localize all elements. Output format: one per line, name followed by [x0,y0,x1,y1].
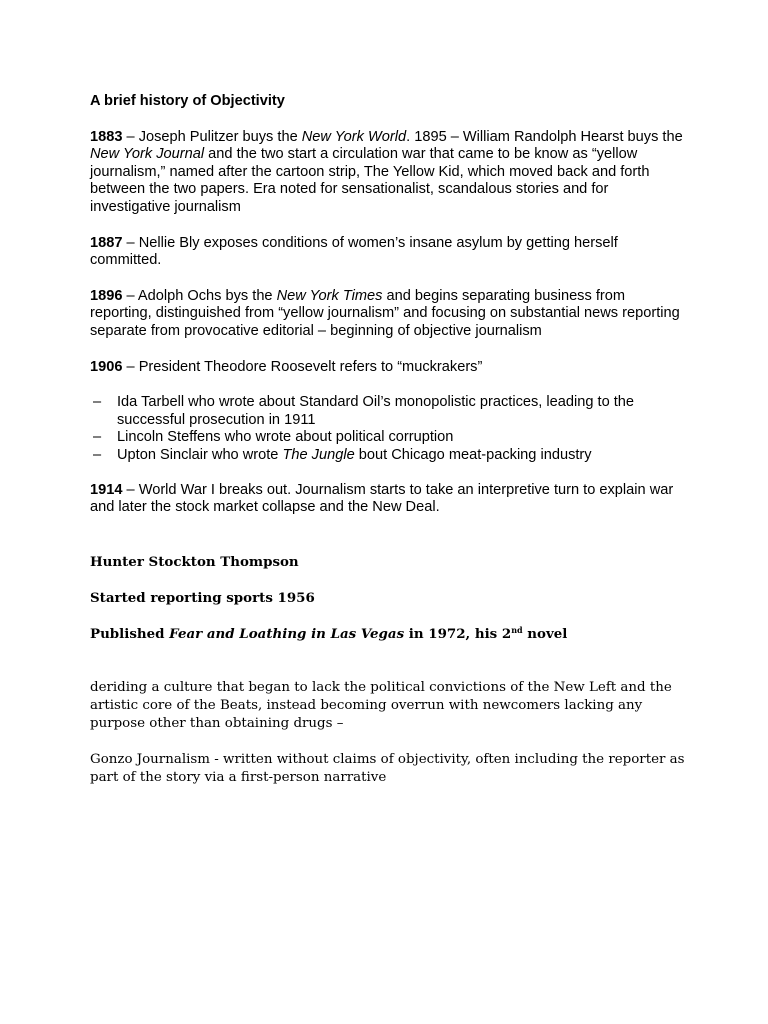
list-item [90,394,690,429]
timeline-entry [90,129,690,217]
dash-bullet: – [93,446,102,463]
deriding-paragraph: deriding a culture that began to lack the political convictions of the New Left and the artistic core of the Beats, instead becoming overrun with newcomers lacking any purpose other than obtaining drugs – [90,679,672,731]
dash-bullet: – [93,394,102,411]
thompson-heading: Hunter Stockton Thompson [90,553,299,570]
text-run: – Nellie Bly exposes conditions of women’s insane asylum by getting herself committed. [90,234,618,269]
sports-line: Started reporting sports 1956 [90,589,315,606]
year-label: 1914 [90,481,123,498]
year-label: 1906 [90,358,123,375]
italic-title: New York Journal [90,146,205,163]
italic-title: New York Times [276,287,383,304]
text-run: and begins separating business from reporting, distinguished from “yellow journalism” and focusing on substantial news reporting separate from provocative editorial – beginning of objective journalism [90,287,680,339]
italic-title: The Jungle [282,446,355,463]
published-line [90,625,690,643]
timeline-entry [90,235,690,270]
text-run: and the two start a circulation war that came to be know as “yellow journalism,” named after the cartoon strip, The Yellow Kid, which moved back and forth between the two papers. Era noted for sensationalist, scandalous stories and for investigative journalism [90,146,650,215]
book-title: Fear and Loathing in Las Vegas [169,625,405,642]
italic-title: New York World [301,128,407,145]
timeline-entry-1914 [90,482,690,517]
text-run: Upton Sinclair who wrote [117,446,283,463]
document-title: A brief history of Objectivity [90,93,285,109]
text-run: – Adolph Ochs bys the [122,287,277,304]
list-item [90,429,690,447]
muckrakers-list [90,394,690,464]
ordinal-suffix: nd [511,624,523,635]
text-run: bout Chicago meat-packing industry [354,446,592,463]
published-prefix: Published [90,625,170,642]
year-label: 1887 [90,234,123,251]
timeline-entry [90,359,690,377]
year-label: 1896 [90,287,123,304]
thompson-section [90,553,690,787]
text-run: . 1895 – William Randolph Hearst buys the [406,128,683,145]
gonzo-paragraph: Gonzo Journalism - written without claims of objectivity, often including the reporter as part of the story via a first-person narrative [90,751,685,785]
timeline-entry [90,288,690,341]
published-suffix: novel [522,625,568,642]
dash-bullet: – [93,429,102,446]
document-page [90,93,690,787]
published-middle: in 1972, his 2 [404,625,512,642]
text-run: – Joseph Pulitzer buys the [122,128,302,145]
year-label: 1883 [90,128,123,145]
timeline-entries [90,129,690,377]
text-run: – President Theodore Roosevelt refers to “muckrakers” [122,358,483,375]
text-run: Lincoln Steffens who wrote about political corruption [117,429,454,446]
list-item [90,447,690,465]
text-run: – World War I breaks out. Journalism starts to take an interpretive turn to explain war and later the stock market collapse and the New Deal. [90,481,674,516]
text-run: Ida Tarbell who wrote about Standard Oil’s monopolistic practices, leading to the successful prosecution in 1911 [117,394,635,428]
